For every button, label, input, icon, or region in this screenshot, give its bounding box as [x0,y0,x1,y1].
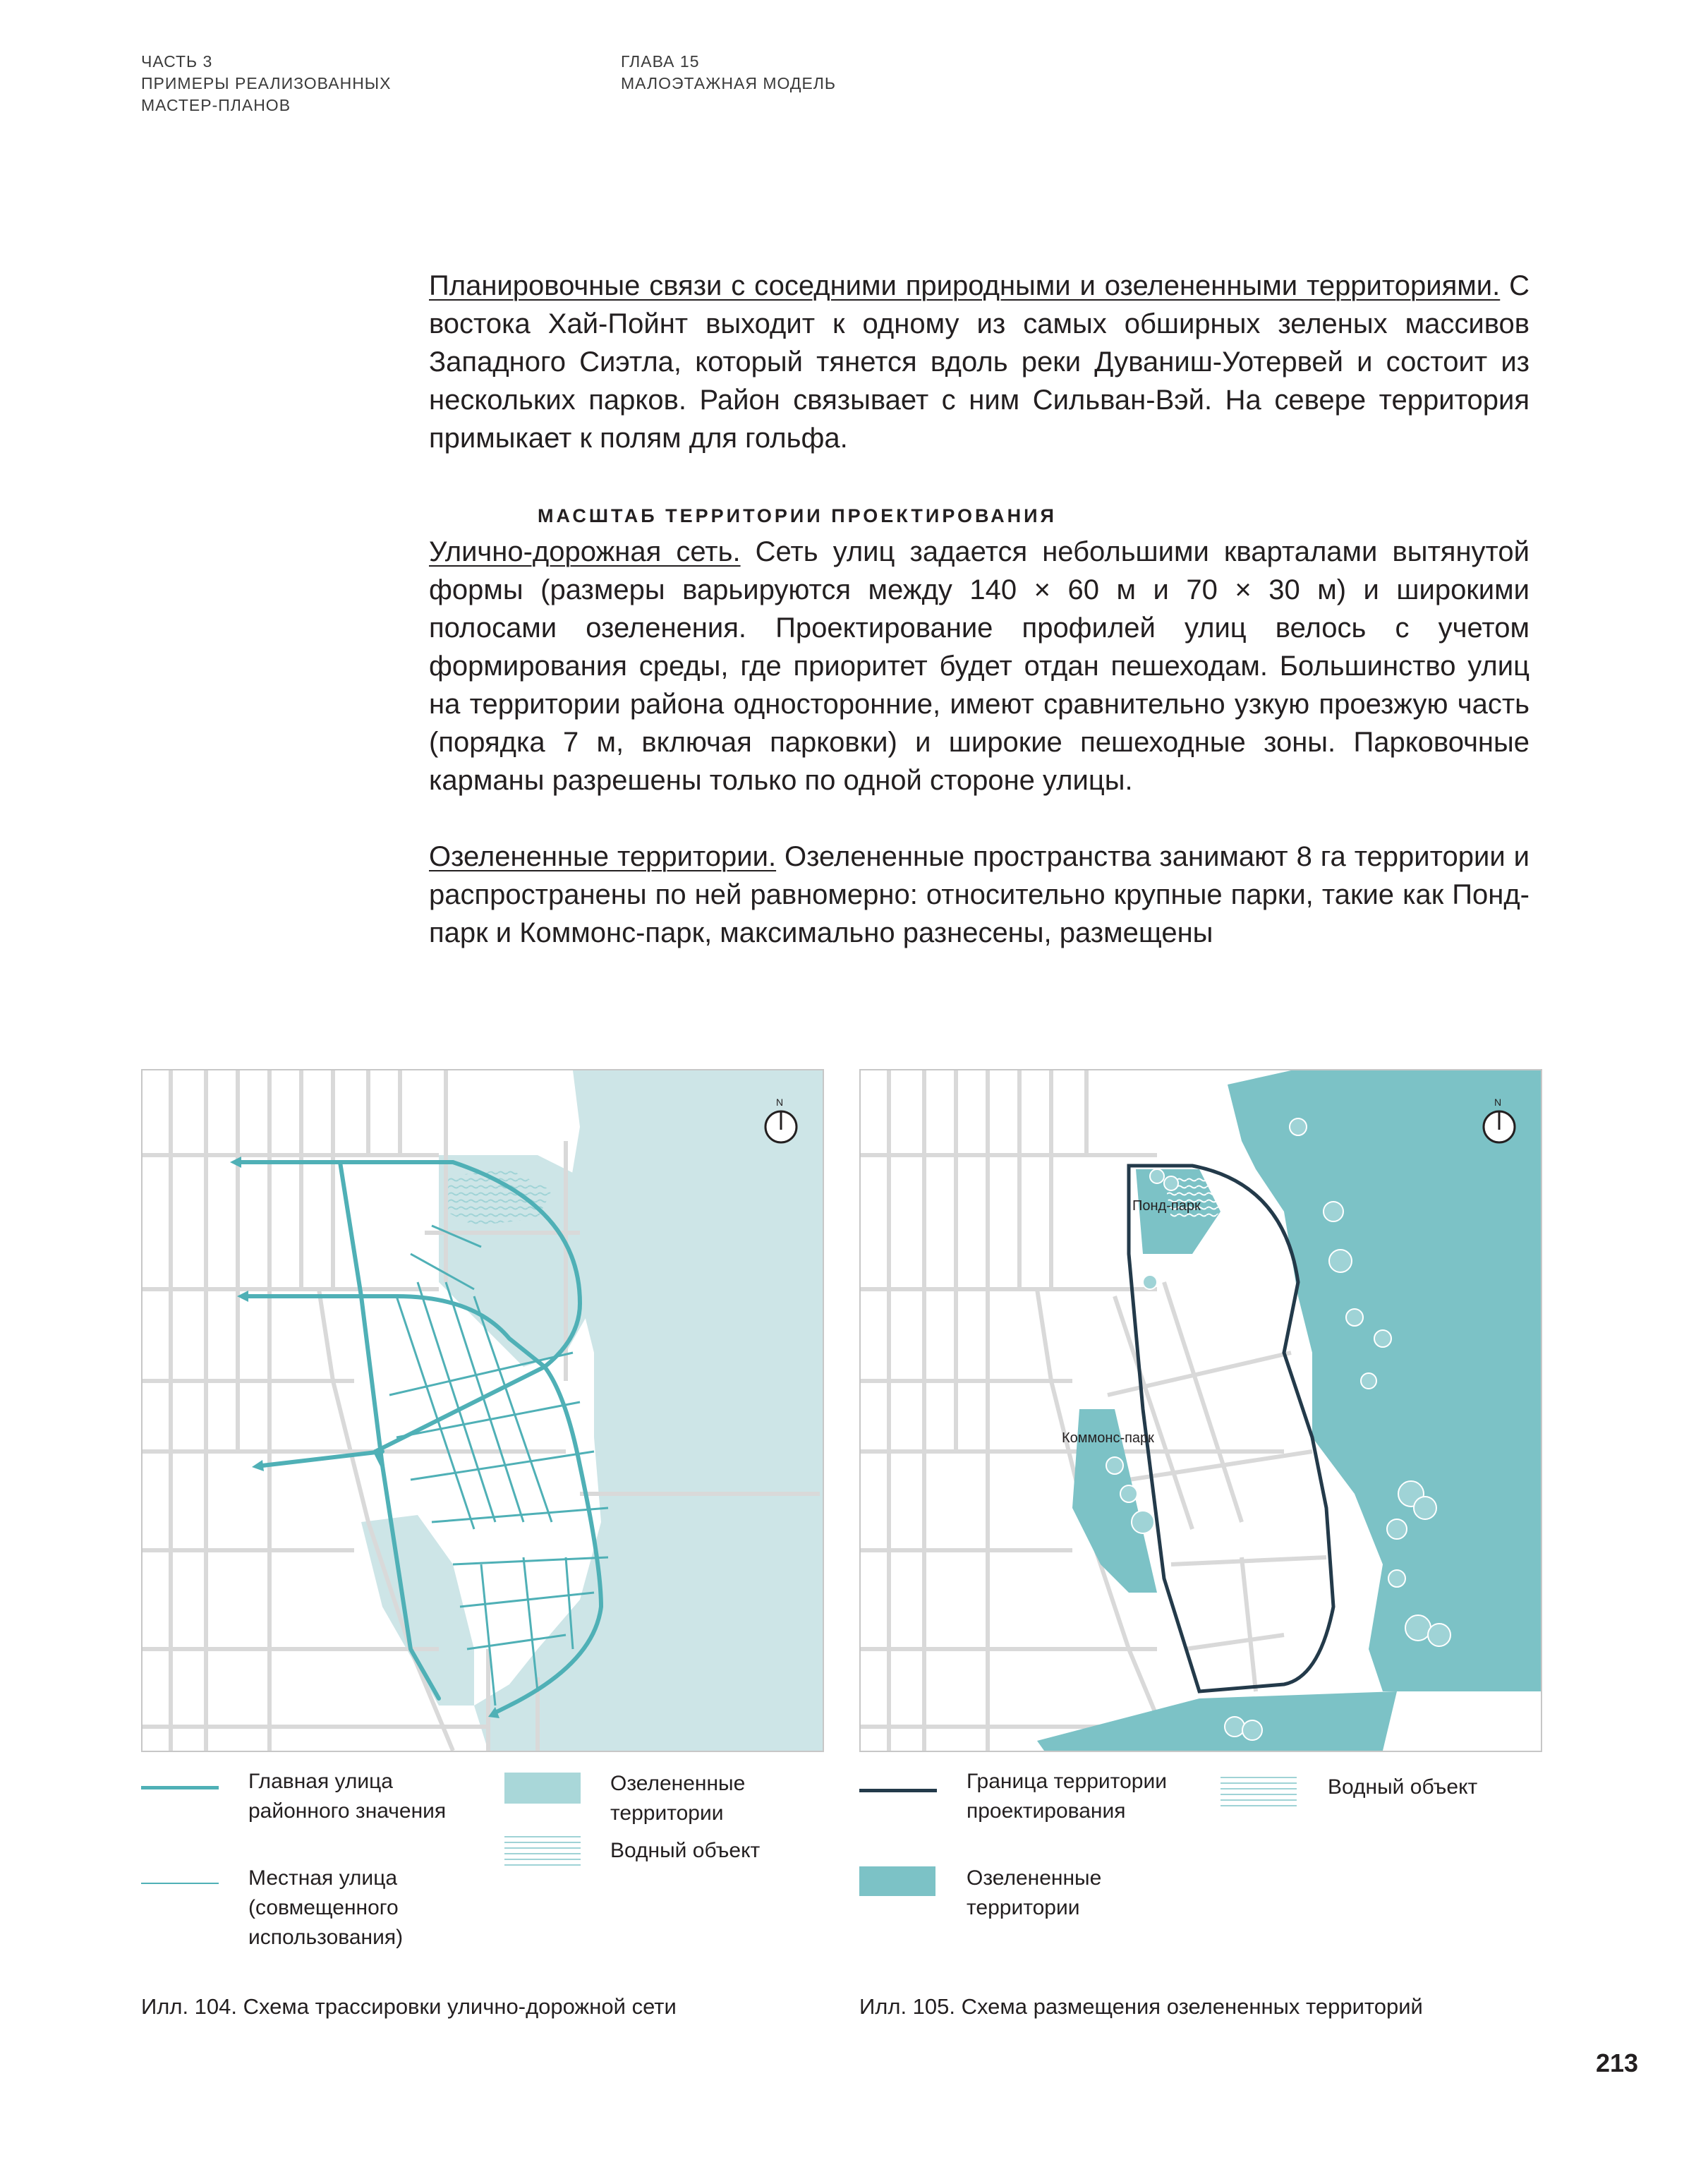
paragraph-lead: Озелененные территории. [429,841,777,872]
legend-water-swatch [1221,1777,1297,1806]
running-header-right [621,51,836,95]
legend-local-street-swatch [141,1883,219,1884]
paragraph-connections [429,267,1530,457]
paragraph-lead: Планировочные связи с соседними природными и озелененными территориями. [429,270,1501,301]
legend-boundary-swatch [859,1789,937,1792]
header-line: ПРИМЕРЫ РЕАЛИЗОВАННЫХ [141,74,392,92]
header-line: ЧАСТЬ 3 [141,52,213,71]
legend-water: Водный объект [1328,1775,1478,1799]
legend-water-swatch [504,1836,581,1866]
header-line: МАЛОЭТАЖНАЯ МОДЕЛЬ [621,74,836,92]
pond-park-label: Понд-парк [1132,1198,1201,1214]
north-arrow-icon [1484,1111,1515,1142]
north-label: N [776,1097,784,1108]
commons-park-label: Коммонс-парк [1062,1430,1154,1446]
running-header-left [141,51,392,116]
paragraph-lead: Улично-дорожная сеть. [429,536,741,567]
paragraph-text: С востока Хай-Пойнт выходит к одному из самых обширных зеленых массивов Западного Сиэтла, который тянется вдоль реки Дуваниш-Уотервей и состоит из нескольких парков. Район связывает с ним Сильван-Вэй. На севере территория примыкает к полям для гольфа. [429,270,1530,454]
section-subheading: МАСШТАБ ТЕРРИТОРИИ ПРОЕКТИРОВАНИЯ [538,505,1057,526]
paragraph-text: Сеть улиц задается небольшими кварталами вытянутой формы (размеры варьируются между 140 × 60 м и 70 × 30 м) и широкими полосами озеленения. Проектирование профилей улиц велось с учетом формирования среды, где приоритет будет отдан пешеходам. Большинство улиц на территории района односторонние, имеют сравнительно узкую проезжую часть (порядка 7 м, включая парковки) и широкие пешеходные зоны. Парковочные карманы разрешены только по одной стороне улицы. [429,536,1530,796]
paragraph-green [429,838,1530,952]
figure-caption: Илл. 104. Схема трассировки улично-дорожной сети [141,1994,677,2019]
legend-boundary: Граница территории проектирования [967,1770,1167,1823]
legend-main-street-swatch [141,1786,219,1789]
north-label: N [1494,1097,1502,1108]
street-network-map [141,1069,824,1752]
legend-green: Озелененные территории [610,1772,746,1825]
legend-green-swatch [504,1773,581,1804]
header-line: ГЛАВА 15 [621,52,700,71]
legend-local-street: Местная улица (совмещенного использования) [248,1866,404,1949]
figure-caption: Илл. 105. Схема размещения озелененных территорий [859,1994,1423,2019]
legend-water: Водный объект [610,1839,761,1862]
north-arrow-icon [765,1111,797,1142]
header-line: МАСТЕР-ПЛАНОВ [141,96,291,114]
page-number: 213 [1596,2048,1639,2077]
paragraph-streets [429,533,1530,799]
paragraph-text: Озелененные пространства занимают 8 га территории и распространены по ней равномерно: относительно крупные парки, такие как Понд-парк и Коммонс-парк, максимально разнесены, размещены [429,841,1530,948]
legend-main-street: Главная улица районного значения [248,1770,447,1823]
legend-green-swatch [859,1866,935,1896]
legend-green: Озелененные территории [967,1866,1102,1919]
green-areas-map [859,1069,1542,1752]
